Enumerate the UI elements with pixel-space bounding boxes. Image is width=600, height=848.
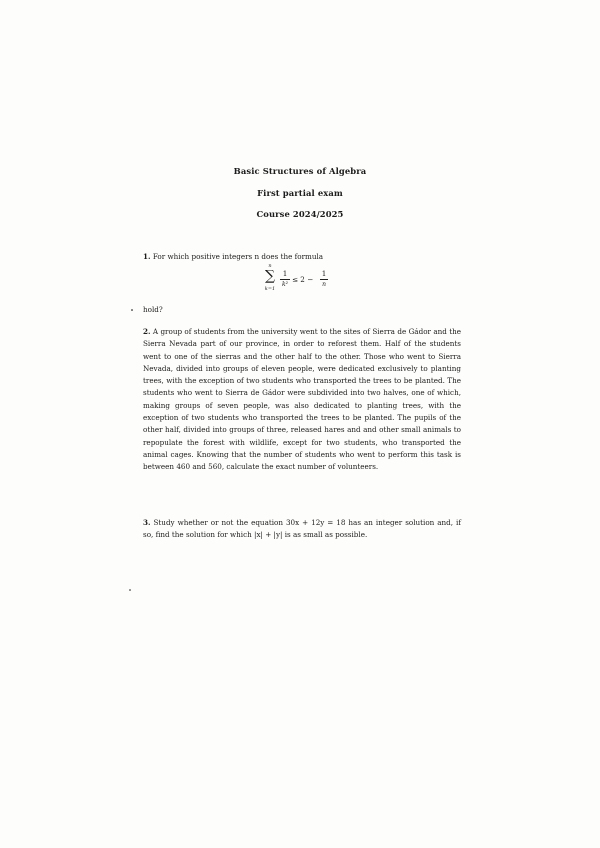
formula-relation: ≤ 2 − [292,275,314,284]
fraction-1-over-k-squared [280,270,290,289]
problem-1-tail: hold? [143,305,163,314]
exam-title: Basic Structures of Algebra [233,166,367,176]
problem-1-text: For which positive integers n does the formula [152,252,324,261]
problem-1-number: 1. [143,252,151,261]
exam-header [0,166,600,231]
fraction-denominator: k² [281,281,289,288]
problem-2-number: 2. [143,327,151,336]
problem-2 [143,326,461,474]
scan-speck [129,589,131,591]
fraction-denominator: n [322,281,326,288]
problem-3-text: Study whether or not the equation 30x + 12y = 18 has an integer solution and, if so, find the solution for which |x| + |y| is as small as possible. [143,518,461,540]
summation-lower-limit: k=1 [264,286,276,292]
problem-3-number: 3. [143,518,151,527]
problem-2-text: A group of students from the university went to the sites of Sierra de Gádor and the Sierra Nevada part of our province, in order to reforest them. Half of the students went to one of the sierras and the other half to the other. Those who went to Sierra Nevada, divided into groups of eleven people, were dedicated exclusively to planting trees, with the exception of two students who transported the trees to be planted. The students who went to Sierra de Gádor were subdivided into two halves, one of which, making groups of seven people, was also dedicated to planting trees, with the exception of two students who transported the trees to be planted. The pupils of the other half, divided into groups of three, released hares and and other small animals to repopulate the forest with wildlife, except for two students, who transported the animal cages. Knowing that the number of students who went to perform this task is between 460 and 560, calculate the exact number of volunteers. [143,327,461,472]
fraction-numerator: 1 [321,269,327,278]
problem-1-formula [262,260,342,304]
fraction-bar [320,279,328,280]
summation-upper-limit: n [268,263,272,269]
summation-symbol: ∑ [265,268,275,284]
problem-3 [143,517,461,542]
exam-course: Course 2024/2025 [256,209,344,219]
exam-subtitle: First partial exam [257,187,343,198]
fraction-numerator: 1 [282,269,288,278]
fraction-1-over-n [320,270,328,289]
scan-speck [131,309,133,311]
fraction-bar [280,279,290,280]
